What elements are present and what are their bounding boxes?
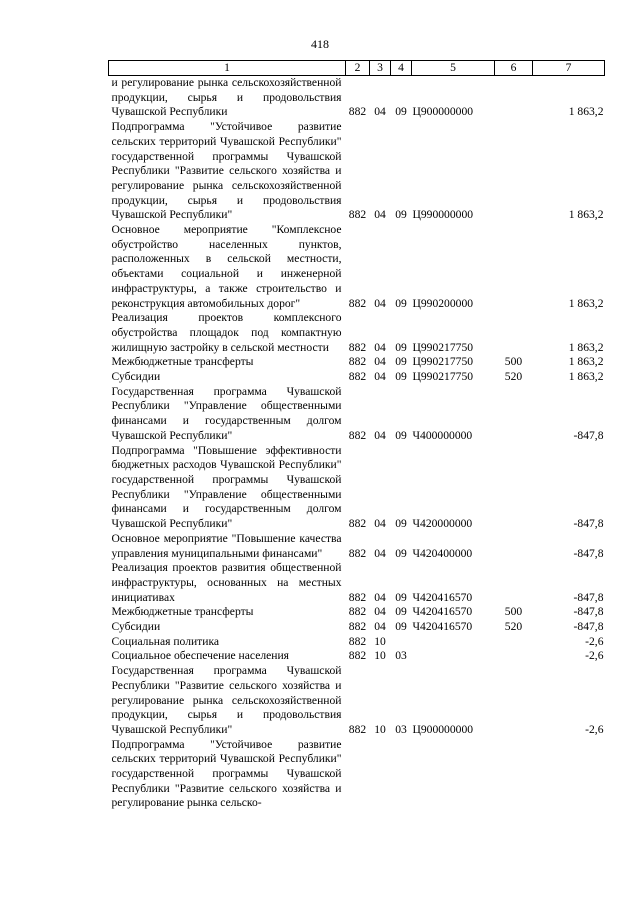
ministry-code: 882 bbox=[348, 649, 367, 663]
subsection-code bbox=[391, 738, 412, 812]
ministry-code: 882 bbox=[348, 296, 367, 310]
target-article-code: Ч420400000 bbox=[412, 546, 473, 560]
expense-type-code bbox=[495, 223, 533, 311]
column-header-5: 5 bbox=[412, 61, 495, 76]
page-number: 418 bbox=[311, 37, 329, 51]
expense-type-code bbox=[495, 385, 533, 444]
table-row bbox=[109, 444, 605, 532]
expense-type-code bbox=[495, 635, 533, 650]
ministry-code: 882 bbox=[348, 340, 367, 354]
target-article-code: Ц900000000 bbox=[412, 105, 474, 119]
item-name: Основное мероприятие "Комплексное обустройство населенных пунктов, расположенных в сельской местности, объектами социальной и инженерной инфраструктуры, а также строительство и реконструкция автомобильных дорог" bbox=[111, 223, 342, 310]
expense-type-code: 520 bbox=[504, 370, 523, 384]
expense-type-code: 500 bbox=[504, 355, 523, 369]
table-row bbox=[109, 370, 605, 385]
budget-table bbox=[108, 60, 605, 811]
subsection-code bbox=[391, 635, 412, 650]
table-row bbox=[109, 120, 605, 223]
column-header-2: 2 bbox=[346, 61, 370, 76]
table-row bbox=[109, 738, 605, 812]
ministry-code: 882 bbox=[348, 517, 367, 531]
target-article-code: Ч400000000 bbox=[412, 428, 473, 442]
target-article-code: Ц990000000 bbox=[412, 208, 474, 222]
table-row bbox=[109, 635, 605, 650]
section-code: 04 bbox=[374, 620, 386, 634]
ministry-code: 882 bbox=[348, 355, 367, 369]
expense-type-code bbox=[495, 664, 533, 738]
section-code: 10 bbox=[374, 649, 386, 663]
amount: -847,8 bbox=[573, 428, 604, 442]
item-name: Реализация проектов развития общественной инфраструктуры, основанных на местных инициативах bbox=[111, 561, 342, 604]
target-article-code: Ч420000000 bbox=[412, 517, 473, 531]
target-article-code: Ц990217750 bbox=[412, 340, 474, 354]
item-name: Социальная политика bbox=[111, 634, 220, 648]
target-article-code: Ц990217750 bbox=[412, 355, 474, 369]
section-code: 04 bbox=[374, 296, 386, 310]
subsection-code: 09 bbox=[395, 620, 407, 634]
subsection-code: 03 bbox=[395, 649, 407, 663]
ministry-code: 882 bbox=[348, 428, 367, 442]
amount: -847,8 bbox=[573, 590, 604, 604]
column-header-7: 7 bbox=[533, 61, 605, 76]
amount: -847,8 bbox=[573, 605, 604, 619]
table-row bbox=[109, 311, 605, 355]
section-code: 04 bbox=[374, 208, 386, 222]
amount: 1 863,2 bbox=[568, 208, 604, 222]
item-name: Основное мероприятие "Повышение качества управления муниципальными финансами" bbox=[111, 531, 342, 560]
ministry-code: 882 bbox=[348, 105, 367, 119]
item-name: Реализация проектов комплексного обустройства площадок под компактную жилищную застройку в сельской местности bbox=[111, 311, 342, 354]
column-header-4: 4 bbox=[391, 61, 412, 76]
subsection-code: 09 bbox=[395, 605, 407, 619]
amount: -847,8 bbox=[573, 620, 604, 634]
amount: -2,6 bbox=[585, 634, 604, 648]
table-row bbox=[109, 561, 605, 605]
section-code: 04 bbox=[374, 105, 386, 119]
ministry-code: 882 bbox=[348, 546, 367, 560]
section-code bbox=[370, 738, 391, 812]
section-code: 04 bbox=[374, 355, 386, 369]
section-code: 10 bbox=[374, 634, 386, 648]
ministry-code: 882 bbox=[348, 634, 367, 648]
target-article-code bbox=[412, 649, 495, 664]
amount: -2,6 bbox=[585, 649, 604, 663]
subsection-code: 09 bbox=[395, 517, 407, 531]
section-code: 04 bbox=[374, 546, 386, 560]
amount: 1 863,2 bbox=[568, 370, 604, 384]
item-name: и регулирование рынка сельскохозяйственной продукции, сырья и продовольствия Чувашской Республики bbox=[111, 76, 342, 119]
amount: -847,8 bbox=[573, 546, 604, 560]
item-name: Социальное обеспечение населения bbox=[111, 649, 290, 663]
section-code: 04 bbox=[374, 605, 386, 619]
table-row bbox=[109, 605, 605, 620]
table-row bbox=[109, 649, 605, 664]
ministry-code: 882 bbox=[348, 605, 367, 619]
target-article-code bbox=[412, 738, 495, 812]
table-row bbox=[109, 385, 605, 444]
ministry-code: 882 bbox=[348, 620, 367, 634]
ministry-code: 882 bbox=[348, 590, 367, 604]
table-row bbox=[109, 355, 605, 370]
subsection-code: 09 bbox=[395, 428, 407, 442]
amount: 1 863,2 bbox=[568, 105, 604, 119]
ministry-code bbox=[346, 738, 370, 812]
subsection-code: 09 bbox=[395, 296, 407, 310]
section-code: 10 bbox=[374, 722, 386, 736]
target-article-code: Ц990200000 bbox=[412, 296, 474, 310]
item-name: Подпрограмма "Устойчивое развитие сельских территорий Чувашской Республики" государственной программы Чувашской Республики "Развитие сельского хозяйства и регулирование рынка сельскохозяйственной продукции, сырья и продовольствия Чувашской Республики" bbox=[111, 120, 342, 222]
item-name: Межбюджетные трансферты bbox=[111, 605, 254, 619]
item-name: Субсидии bbox=[111, 620, 161, 634]
amount bbox=[533, 738, 605, 812]
target-article-code: Ц990217750 bbox=[412, 370, 474, 384]
expense-type-code bbox=[495, 561, 533, 605]
subsection-code: 09 bbox=[395, 105, 407, 119]
item-name: Межбюджетные трансферты bbox=[111, 355, 254, 369]
subsection-code: 09 bbox=[395, 340, 407, 354]
subsection-code: 09 bbox=[395, 370, 407, 384]
expense-type-code bbox=[495, 532, 533, 561]
expense-type-code bbox=[495, 738, 533, 812]
subsection-code: 09 bbox=[395, 590, 407, 604]
amount: 1 863,2 bbox=[568, 296, 604, 310]
subsection-code: 03 bbox=[395, 722, 407, 736]
target-article-code: Ч420416570 bbox=[412, 590, 473, 604]
expense-type-code bbox=[495, 444, 533, 532]
section-code: 04 bbox=[374, 428, 386, 442]
item-name: Субсидии bbox=[111, 370, 161, 384]
expense-type-code: 520 bbox=[504, 620, 523, 634]
amount: 1 863,2 bbox=[568, 355, 604, 369]
subsection-code: 09 bbox=[395, 208, 407, 222]
item-name: Государственная программа Чувашской Республики "Развитие сельского хозяйства и регулирование рынка сельскохозяйственной продукции, сырья и продовольствия Чувашской Республики" bbox=[111, 664, 342, 736]
target-article-code: Ч420416570 bbox=[412, 620, 473, 634]
ministry-code: 882 bbox=[348, 208, 367, 222]
amount: -2,6 bbox=[585, 722, 604, 736]
amount: 1 863,2 bbox=[568, 340, 604, 354]
section-code: 04 bbox=[374, 517, 386, 531]
item-name: Подпрограмма "Устойчивое развитие сельских территорий Чувашской Республики" государственной программы Чувашской Республики "Развитие сельского хозяйства и регулирование рынка сельско- bbox=[111, 737, 342, 810]
target-article-code bbox=[412, 635, 495, 650]
column-header-6: 6 bbox=[495, 61, 533, 76]
table-row bbox=[109, 620, 605, 635]
expense-type-code bbox=[495, 120, 533, 223]
column-number-header bbox=[109, 61, 605, 76]
table-row bbox=[109, 76, 605, 121]
section-code: 04 bbox=[374, 340, 386, 354]
expense-type-code bbox=[495, 311, 533, 355]
amount: -847,8 bbox=[573, 517, 604, 531]
table-row bbox=[109, 532, 605, 561]
subsection-code: 09 bbox=[395, 355, 407, 369]
section-code: 04 bbox=[374, 370, 386, 384]
subsection-code: 09 bbox=[395, 546, 407, 560]
expense-type-code bbox=[495, 649, 533, 664]
section-code: 04 bbox=[374, 590, 386, 604]
expense-type-code bbox=[495, 76, 533, 121]
ministry-code: 882 bbox=[348, 722, 367, 736]
expense-type-code: 500 bbox=[504, 605, 523, 619]
table-row bbox=[109, 664, 605, 738]
item-name: Подпрограмма "Повышение эффективности бюджетных расходов Чувашской Республики" государственной программы Чувашской Республики "Управление общественными финансами и государственным долгом Чувашской Республики" bbox=[111, 443, 342, 531]
column-header-1: 1 bbox=[109, 61, 346, 76]
target-article-code: Ц900000000 bbox=[412, 722, 474, 736]
column-header-3: 3 bbox=[370, 61, 391, 76]
target-article-code: Ч420416570 bbox=[412, 605, 473, 619]
ministry-code: 882 bbox=[348, 370, 367, 384]
table-row bbox=[109, 223, 605, 311]
item-name: Государственная программа Чувашской Республики "Управление общественными финансами и государственным долгом Чувашской Республики" bbox=[111, 384, 342, 442]
